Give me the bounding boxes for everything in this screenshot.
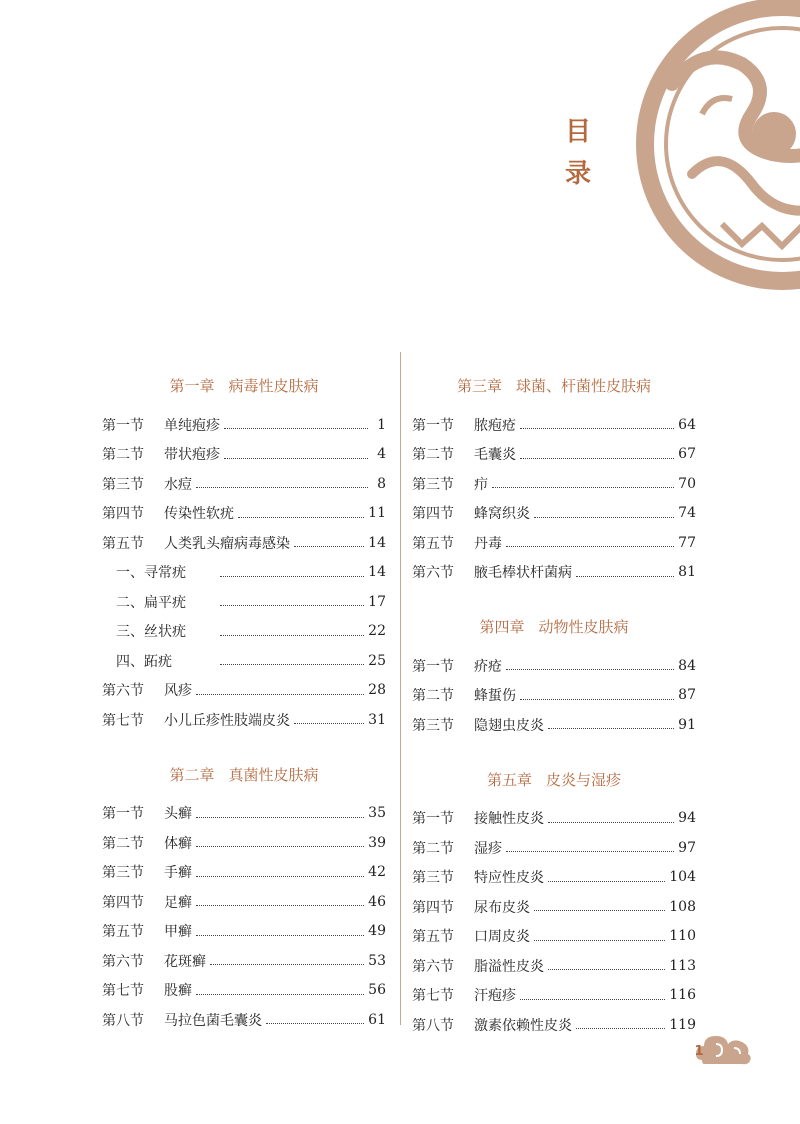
toc-entry[interactable] xyxy=(102,558,386,588)
section-title: 接触性皮炎 xyxy=(474,811,544,828)
page-ref: 119 xyxy=(669,1016,696,1033)
dot-leader xyxy=(520,458,674,459)
section-title: 蜂窝织炎 xyxy=(474,506,530,523)
chapter-heading xyxy=(412,368,696,404)
section-number: 第七节 xyxy=(102,983,144,1000)
page-title-line1: 目 xyxy=(564,117,591,147)
toc-entry[interactable] xyxy=(412,469,696,499)
section-number: 第二节 xyxy=(412,840,454,857)
chapter-title: 真菌性皮肤病 xyxy=(228,765,319,784)
section-title: 汗疱疹 xyxy=(474,988,516,1005)
section-title: 疖 xyxy=(474,476,488,493)
dot-leader xyxy=(534,517,674,518)
section-number: 第五节 xyxy=(412,929,454,946)
section-number: 第二节 xyxy=(102,835,144,852)
dot-leader xyxy=(492,487,674,488)
section-title: 传染性软疣 xyxy=(164,506,234,523)
dot-leader xyxy=(196,846,364,847)
section-title: 口周皮炎 xyxy=(474,929,530,946)
page-ref: 39 xyxy=(368,834,386,851)
chapter-heading xyxy=(102,757,386,793)
page-ref: 8 xyxy=(377,475,386,492)
dot-leader xyxy=(196,876,364,877)
chapter-heading xyxy=(102,368,386,404)
section-number: 第三节 xyxy=(412,476,454,493)
toc-entry[interactable] xyxy=(412,558,696,588)
section-number: 第七节 xyxy=(412,988,454,1005)
toc-left-column xyxy=(102,368,386,1035)
section-title: 带状疱疹 xyxy=(164,447,220,464)
section-number: 三、丝状疣 xyxy=(116,624,186,641)
dot-leader xyxy=(520,999,665,1000)
page-ref: 61 xyxy=(368,1011,386,1028)
toc-entry[interactable] xyxy=(102,617,386,647)
section-number: 第一节 xyxy=(102,806,144,823)
dot-leader xyxy=(576,1028,665,1029)
toc-entry[interactable] xyxy=(102,887,386,917)
page-ref: 56 xyxy=(368,982,386,999)
section-title: 特应性皮炎 xyxy=(474,870,544,887)
page-ref: 77 xyxy=(678,534,696,551)
section-title: 脓疱疮 xyxy=(474,417,516,434)
section-number: 第五节 xyxy=(102,924,144,941)
dot-leader xyxy=(266,1023,364,1024)
page-ref: 35 xyxy=(368,805,386,822)
section-title: 脂溢性皮炎 xyxy=(474,958,544,975)
page-ref: 67 xyxy=(678,446,696,463)
chapter-title: 病毒性皮肤病 xyxy=(228,377,319,395)
section-number: 第六节 xyxy=(412,565,454,582)
toc-entry[interactable] xyxy=(412,951,696,981)
section-number: 第五节 xyxy=(412,535,454,552)
section-title: 头癣 xyxy=(164,806,192,823)
page-title-line2: 录 xyxy=(564,159,591,189)
dot-leader xyxy=(220,605,364,606)
page-ref: 14 xyxy=(368,534,386,551)
page-ref: 14 xyxy=(368,564,386,581)
toc-entry[interactable] xyxy=(102,917,386,947)
section-number: 四、跖疣 xyxy=(116,653,172,670)
dot-leader xyxy=(196,487,368,488)
page-ref: 4 xyxy=(377,446,386,463)
section-title: 花斑癣 xyxy=(164,953,206,970)
section-number: 第三节 xyxy=(102,865,144,882)
section-title: 水痘 xyxy=(164,476,192,493)
toc-entry[interactable] xyxy=(102,1005,386,1035)
section-number: 第一节 xyxy=(102,417,144,434)
page-ref: 53 xyxy=(368,952,386,969)
section-number: 一、寻常疣 xyxy=(116,565,186,582)
toc-entry[interactable] xyxy=(412,804,696,834)
toc-entry[interactable] xyxy=(412,651,696,681)
section-number: 第六节 xyxy=(102,683,144,700)
toc-entry[interactable] xyxy=(412,922,696,952)
toc-entry[interactable] xyxy=(102,587,386,617)
section-number: 第一节 xyxy=(412,658,454,675)
section-number: 第三节 xyxy=(412,870,454,887)
section-number: 第二节 xyxy=(412,447,454,464)
chapter-number: 第一章 xyxy=(169,377,215,395)
chapter-title: 球菌、杆菌性皮肤病 xyxy=(516,377,652,395)
page-number: 1 xyxy=(694,1044,704,1059)
toc-entry[interactable] xyxy=(102,858,386,888)
dot-leader xyxy=(520,428,674,429)
section-number: 第六节 xyxy=(102,953,144,970)
dot-leader xyxy=(196,994,364,995)
section-number: 第三节 xyxy=(412,717,454,734)
page-ref: 1 xyxy=(377,416,386,433)
section-title: 疥疮 xyxy=(474,658,502,675)
toc-entry[interactable] xyxy=(412,1010,696,1040)
toc-entry[interactable] xyxy=(412,410,696,440)
page-ref: 49 xyxy=(368,923,386,940)
toc-entry[interactable] xyxy=(102,528,386,558)
section-number: 第八节 xyxy=(102,1012,144,1029)
section-title: 湿疹 xyxy=(474,840,502,857)
section-number: 二、扁平疣 xyxy=(116,594,186,611)
dot-leader xyxy=(520,699,674,700)
toc-entry[interactable] xyxy=(412,710,696,740)
page-ref: 113 xyxy=(669,957,696,974)
dot-leader xyxy=(576,576,674,577)
toc-entry[interactable] xyxy=(412,833,696,863)
toc-entry[interactable] xyxy=(102,828,386,858)
section-number: 第五节 xyxy=(102,535,144,552)
dot-leader xyxy=(220,635,364,636)
dot-leader xyxy=(294,723,364,724)
toc-entry[interactable] xyxy=(102,676,386,706)
chapter-title: 皮炎与湿疹 xyxy=(546,770,622,789)
page-ref: 87 xyxy=(678,687,696,704)
page-ref: 116 xyxy=(669,987,696,1004)
dot-leader xyxy=(210,964,364,965)
chapter-number: 第四章 xyxy=(479,618,525,636)
dot-leader xyxy=(224,428,368,429)
page-ref: 94 xyxy=(678,810,696,827)
toc-entry[interactable] xyxy=(102,499,386,529)
toc-entry[interactable] xyxy=(412,528,696,558)
dot-leader xyxy=(506,669,674,670)
chapter-number: 第五章 xyxy=(486,770,532,789)
toc-entry[interactable] xyxy=(102,440,386,470)
dot-leader xyxy=(196,935,364,936)
page-ref: 70 xyxy=(678,475,696,492)
section-number: 第二节 xyxy=(412,688,454,705)
page-ref: 81 xyxy=(678,564,696,581)
page-ref: 97 xyxy=(678,839,696,856)
section-title: 小儿丘疹性肢端皮炎 xyxy=(164,712,290,729)
dot-leader xyxy=(220,576,364,577)
dot-leader xyxy=(220,664,364,665)
section-number: 第四节 xyxy=(102,506,144,523)
section-title: 丹毒 xyxy=(474,535,502,552)
section-title: 激素依赖性皮炎 xyxy=(474,1017,572,1034)
section-title: 人类乳头瘤病毒感染 xyxy=(164,535,290,552)
page-ref: 42 xyxy=(368,864,386,881)
toc-entry[interactable] xyxy=(102,946,386,976)
page-ref: 22 xyxy=(368,623,386,640)
toc-entry[interactable] xyxy=(412,863,696,893)
toc-entry[interactable] xyxy=(102,410,386,440)
section-number: 第七节 xyxy=(102,712,144,729)
toc-entry[interactable] xyxy=(102,705,386,735)
page-ref: 64 xyxy=(678,416,696,433)
dot-leader xyxy=(548,881,665,882)
toc-entry[interactable] xyxy=(412,681,696,711)
chapter-heading xyxy=(412,609,696,645)
chapter-number: 第三章 xyxy=(456,377,502,395)
column-divider xyxy=(400,352,401,1025)
page-ref: 11 xyxy=(368,505,386,522)
dot-leader xyxy=(238,517,364,518)
dot-leader xyxy=(534,910,665,911)
dot-leader xyxy=(224,458,368,459)
chapter-title: 动物性皮肤病 xyxy=(538,618,629,636)
section-title: 腋毛棒状杆菌病 xyxy=(474,565,572,582)
page-ref: 104 xyxy=(669,869,696,886)
dot-leader xyxy=(506,546,674,547)
section-title: 体癣 xyxy=(164,835,192,852)
section-number: 第一节 xyxy=(412,811,454,828)
toc-entry[interactable] xyxy=(102,976,386,1006)
page-ref: 31 xyxy=(368,711,386,728)
page-ref: 74 xyxy=(678,505,696,522)
page-ref: 17 xyxy=(368,593,386,610)
section-number: 第六节 xyxy=(412,958,454,975)
dot-leader xyxy=(548,728,674,729)
dot-leader xyxy=(548,822,674,823)
toc-entry[interactable] xyxy=(102,469,386,499)
section-number: 第四节 xyxy=(102,894,144,911)
dot-leader xyxy=(548,969,665,970)
section-number: 第二节 xyxy=(102,447,144,464)
section-title: 风疹 xyxy=(164,683,192,700)
toc-entry[interactable] xyxy=(412,892,696,922)
section-title: 尿布皮炎 xyxy=(474,899,530,916)
seal-emblem xyxy=(632,0,800,294)
section-title: 隐翅虫皮炎 xyxy=(474,717,544,734)
toc-entry[interactable] xyxy=(102,799,386,829)
section-title: 股癣 xyxy=(164,983,192,1000)
section-number: 第四节 xyxy=(412,899,454,916)
toc-entry[interactable] xyxy=(412,440,696,470)
page-ref: 108 xyxy=(669,898,696,915)
dot-leader xyxy=(534,940,665,941)
section-title: 蜂蜇伤 xyxy=(474,688,516,705)
section-title: 足癣 xyxy=(164,894,192,911)
section-title: 甲癣 xyxy=(164,924,192,941)
toc-entry[interactable] xyxy=(412,981,696,1011)
page-ref: 110 xyxy=(669,928,696,945)
chapter-heading xyxy=(412,762,696,798)
toc-right-column xyxy=(412,368,696,1040)
section-title: 马拉色菌毛囊炎 xyxy=(164,1012,262,1029)
dot-leader xyxy=(196,817,364,818)
section-number: 第三节 xyxy=(102,476,144,493)
section-number: 第四节 xyxy=(412,506,454,523)
dot-leader xyxy=(196,905,364,906)
page-ref: 28 xyxy=(368,682,386,699)
dot-leader xyxy=(506,851,674,852)
toc-entry[interactable] xyxy=(102,646,386,676)
section-title: 毛囊炎 xyxy=(474,447,516,464)
page-ref: 46 xyxy=(368,893,386,910)
page-ref: 84 xyxy=(678,657,696,674)
dot-leader xyxy=(196,694,364,695)
page-ref: 91 xyxy=(678,716,696,733)
section-title: 单纯疱疹 xyxy=(164,417,220,434)
page-ref: 25 xyxy=(368,652,386,669)
chapter-number: 第二章 xyxy=(169,765,215,784)
section-number: 第一节 xyxy=(412,417,454,434)
section-title: 手癣 xyxy=(164,865,192,882)
section-number: 第八节 xyxy=(412,1017,454,1034)
toc-entry[interactable] xyxy=(412,499,696,529)
dot-leader xyxy=(294,546,364,547)
